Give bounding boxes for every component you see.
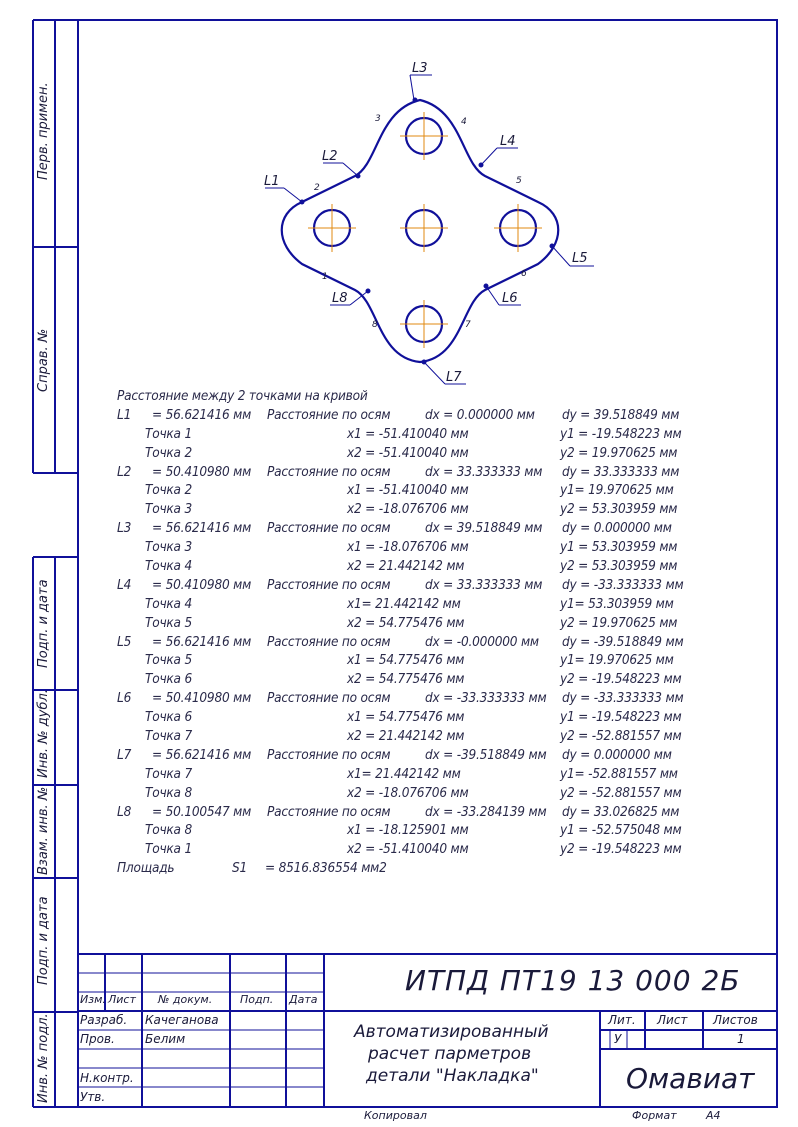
segment-x2: x2 = 54.775476 мм xyxy=(347,614,465,631)
segment-y2: y2 = -52.881557 мм xyxy=(560,784,682,801)
segment-name: L3 xyxy=(117,520,132,537)
col-podp: Подп. xyxy=(240,993,274,1006)
segment-y1: y1 = -19.548223 мм xyxy=(560,709,682,726)
segment-dx: dx = 39.518849 мм xyxy=(425,520,543,537)
utv-label: Утв. xyxy=(80,1090,106,1104)
area-row xyxy=(117,860,757,879)
segment-point-row xyxy=(117,822,757,841)
segment-name: L7 xyxy=(117,746,132,763)
segment-dy: dy = -39.518849 мм xyxy=(562,633,684,650)
segment-row xyxy=(117,520,757,539)
segment-axes-label: Расстояние по осям xyxy=(267,803,391,820)
area-value: = 8516.836554 мм2 xyxy=(265,860,387,877)
segment-length: = 50.410980 мм xyxy=(152,576,252,593)
segment-axes-label: Расстояние по осям xyxy=(267,576,391,593)
segment-point-end: Точка 3 xyxy=(145,501,192,518)
segment-name: L5 xyxy=(117,633,132,650)
segment-point-row xyxy=(117,766,757,785)
list-label: Лист xyxy=(657,1013,688,1027)
side-label-vzam-inv: Взам. инв. № xyxy=(36,786,51,875)
segment-y2: y2 = 53.303959 мм xyxy=(560,558,678,575)
segment-y1: y1= -52.881557 мм xyxy=(560,765,678,782)
segment-point-row xyxy=(117,615,757,634)
segment-x2: x2 = -18.076706 мм xyxy=(347,501,469,518)
segment-x1: x1 = 54.775476 мм xyxy=(347,652,465,669)
segment-dy: dy = 0.000000 мм xyxy=(562,520,672,537)
segment-length: = 56.621416 мм xyxy=(152,520,252,537)
segment-axes-label: Расстояние по осям xyxy=(267,406,391,423)
col-data: Дата xyxy=(289,993,318,1006)
segment-point-start: Точка 7 xyxy=(145,765,192,782)
label-L5: L5 xyxy=(572,251,588,266)
calculation-results xyxy=(117,388,757,879)
segment-y2: y2 = -19.548223 мм xyxy=(560,841,682,858)
segment-length: = 56.621416 мм xyxy=(152,406,252,423)
segment-x2: x2 = -51.410040 мм xyxy=(347,444,469,461)
segment-point-row xyxy=(117,671,757,690)
segment-y2: y2 = -52.881557 мм xyxy=(560,728,682,745)
label-L6: L6 xyxy=(502,291,518,306)
segment-list xyxy=(117,407,757,860)
segment-x1: x1 = -18.125901 мм xyxy=(347,822,469,839)
segment-point-row xyxy=(117,596,757,615)
point-1: 1 xyxy=(322,272,328,282)
segment-axes-label: Расстояние по осям xyxy=(267,633,391,650)
area-label: Площадь xyxy=(117,860,175,877)
lit-value: У xyxy=(614,1032,622,1046)
side-label-podp-data-1: Подп. и дата xyxy=(36,579,51,668)
segment-dy: dy = 0.000000 мм xyxy=(562,746,672,763)
point-6: 6 xyxy=(521,269,527,279)
format-value: А4 xyxy=(706,1109,721,1122)
segment-x2: x2 = 21.442142 мм xyxy=(347,728,465,745)
segment-point-row xyxy=(117,539,757,558)
segment-point-start: Точка 2 xyxy=(145,482,192,499)
segment-y1: y1 = -19.548223 мм xyxy=(560,425,682,442)
point-8: 8 xyxy=(372,320,378,330)
lit-label: Лит. xyxy=(608,1013,636,1027)
format-label: Формат xyxy=(632,1109,677,1122)
side-label-podp-data-2: Подп. и дата xyxy=(36,896,51,985)
prov-name: Белим xyxy=(145,1032,186,1046)
segment-name: L2 xyxy=(117,463,132,480)
segment-dy: dy = 33.026825 мм xyxy=(562,803,680,820)
segment-row xyxy=(117,690,757,709)
prov-label: Пров. xyxy=(80,1032,115,1046)
label-L8: L8 xyxy=(332,291,348,306)
segment-dx: dx = 33.333333 мм xyxy=(425,463,543,480)
segment-x2: x2 = -51.410040 мм xyxy=(347,841,469,858)
segment-point-start: Точка 5 xyxy=(145,652,192,669)
segment-x1: x1= 21.442142 мм xyxy=(347,765,461,782)
point-2: 2 xyxy=(314,183,320,193)
designation: ИТПД ПТ19 13 000 2Б xyxy=(405,964,741,997)
segment-point-start: Точка 6 xyxy=(145,709,192,726)
area-name: S1 xyxy=(232,860,248,877)
side-label-perv-primen: Перв. примен. xyxy=(36,82,51,180)
segment-x1: x1 = -18.076706 мм xyxy=(347,539,469,556)
point-3: 3 xyxy=(375,114,381,124)
segment-dy: dy = 33.333333 мм xyxy=(562,463,680,480)
segment-axes-label: Расстояние по осям xyxy=(267,746,391,763)
calc-heading-row xyxy=(117,388,757,407)
segment-point-row xyxy=(117,785,757,804)
side-label-inv-podl: Инв. № подл. xyxy=(36,1013,51,1103)
doc-title-line3: детали "Накладка" xyxy=(366,1066,539,1086)
segment-axes-label: Расстояние по осям xyxy=(267,520,391,537)
segment-x2: x2 = 54.775476 мм xyxy=(347,671,465,688)
segment-x2: x2 = 21.442142 мм xyxy=(347,558,465,575)
razrab-name: Качеганова xyxy=(145,1013,219,1027)
segment-y1: y1= 19.970625 мм xyxy=(560,482,674,499)
point-5: 5 xyxy=(516,176,522,186)
segment-axes-label: Расстояние по осям xyxy=(267,690,391,707)
segment-row xyxy=(117,747,757,766)
segment-point-start: Точка 1 xyxy=(145,425,192,442)
copied-label: Копировал xyxy=(364,1109,427,1122)
segment-name: L8 xyxy=(117,803,132,820)
doc-title-line2: расчет парметров xyxy=(368,1044,532,1064)
segment-point-row xyxy=(117,709,757,728)
label-L1: L1 xyxy=(264,174,280,189)
segment-y2: y2 = 19.970625 мм xyxy=(560,444,678,461)
segment-x1: x1 = 54.775476 мм xyxy=(347,709,465,726)
segment-point-end: Точка 2 xyxy=(145,444,192,461)
segment-dx: dx = 0.000000 мм xyxy=(425,406,535,423)
segment-point-row xyxy=(117,652,757,671)
doc-title-line1: Автоматизированный xyxy=(354,1022,549,1042)
segment-point-end: Точка 6 xyxy=(145,671,192,688)
side-label-sprav-no: Справ. № xyxy=(36,328,51,392)
segment-point-row xyxy=(117,482,757,501)
segment-length: = 50.410980 мм xyxy=(152,690,252,707)
segment-length: = 50.410980 мм xyxy=(152,463,252,480)
segment-point-row xyxy=(117,501,757,520)
segment-dx: dx = -0.000000 мм xyxy=(425,633,539,650)
segment-point-row xyxy=(117,558,757,577)
segment-y1: y1 = -52.575048 мм xyxy=(560,822,682,839)
segment-point-end: Точка 4 xyxy=(145,558,192,575)
listov-label: Листов xyxy=(713,1013,758,1027)
segment-row xyxy=(117,577,757,596)
col-list: Лист xyxy=(108,993,136,1006)
label-L4: L4 xyxy=(500,134,516,149)
nkontr-label: Н.контр. xyxy=(80,1071,134,1085)
segment-name: L4 xyxy=(117,576,132,593)
segment-dx: dx = 33.333333 мм xyxy=(425,576,543,593)
point-4: 4 xyxy=(461,117,467,127)
segment-dx: dx = -33.333333 мм xyxy=(425,690,547,707)
segment-y2: y2 = -19.548223 мм xyxy=(560,671,682,688)
segment-length: = 50.100547 мм xyxy=(152,803,252,820)
point-7: 7 xyxy=(465,320,471,330)
label-L7: L7 xyxy=(446,370,462,385)
segment-point-end: Точка 7 xyxy=(145,728,192,745)
segment-point-row xyxy=(117,841,757,860)
segment-length: = 56.621416 мм xyxy=(152,633,252,650)
segment-x1: x1= 21.442142 мм xyxy=(347,595,461,612)
segment-x1: x1 = -51.410040 мм xyxy=(347,425,469,442)
segment-y1: y1= 19.970625 мм xyxy=(560,652,674,669)
segment-row xyxy=(117,407,757,426)
organization: Омавиат xyxy=(626,1062,755,1095)
segment-dy: dy = -33.333333 мм xyxy=(562,690,684,707)
segment-row xyxy=(117,804,757,823)
listov-value: 1 xyxy=(737,1032,745,1046)
segment-y2: y2 = 19.970625 мм xyxy=(560,614,678,631)
part-outline xyxy=(282,100,559,362)
segment-dx: dx = -33.284139 мм xyxy=(425,803,547,820)
segment-point-start: Точка 8 xyxy=(145,822,192,839)
label-L2: L2 xyxy=(322,149,338,164)
segment-axes-label: Расстояние по осям xyxy=(267,463,391,480)
segment-point-start: Точка 4 xyxy=(145,595,192,612)
segment-dy: dy = 39.518849 мм xyxy=(562,406,680,423)
segment-name: L1 xyxy=(117,406,132,423)
segment-point-row xyxy=(117,426,757,445)
col-izm: Изм. xyxy=(80,993,106,1006)
segment-x1: x1 = -51.410040 мм xyxy=(347,482,469,499)
segment-y1: y1= 53.303959 мм xyxy=(560,595,674,612)
segment-y2: y2 = 53.303959 мм xyxy=(560,501,678,518)
segment-x2: x2 = -18.076706 мм xyxy=(347,784,469,801)
side-label-inv-dubl: Инв. № дубл. xyxy=(36,689,51,778)
segment-point-end: Точка 1 xyxy=(145,841,192,858)
part-drawing xyxy=(264,61,594,385)
segment-point-end: Точка 5 xyxy=(145,614,192,631)
segment-dy: dy = -33.333333 мм xyxy=(562,576,684,593)
segment-point-row xyxy=(117,445,757,464)
segment-point-start: Точка 3 xyxy=(145,539,192,556)
segment-row xyxy=(117,464,757,483)
segment-dx: dx = -39.518849 мм xyxy=(425,746,547,763)
segment-row xyxy=(117,634,757,653)
segment-name: L6 xyxy=(117,690,132,707)
segment-point-row xyxy=(117,728,757,747)
segment-y1: y1 = 53.303959 мм xyxy=(560,539,678,556)
calc-heading: Расстояние между 2 точками на кривой xyxy=(117,388,368,404)
segment-length: = 56.621416 мм xyxy=(152,746,252,763)
segment-point-end: Точка 8 xyxy=(145,784,192,801)
col-doc: № докум. xyxy=(158,993,213,1006)
razrab-label: Разраб. xyxy=(80,1013,128,1027)
label-L3: L3 xyxy=(412,61,428,76)
